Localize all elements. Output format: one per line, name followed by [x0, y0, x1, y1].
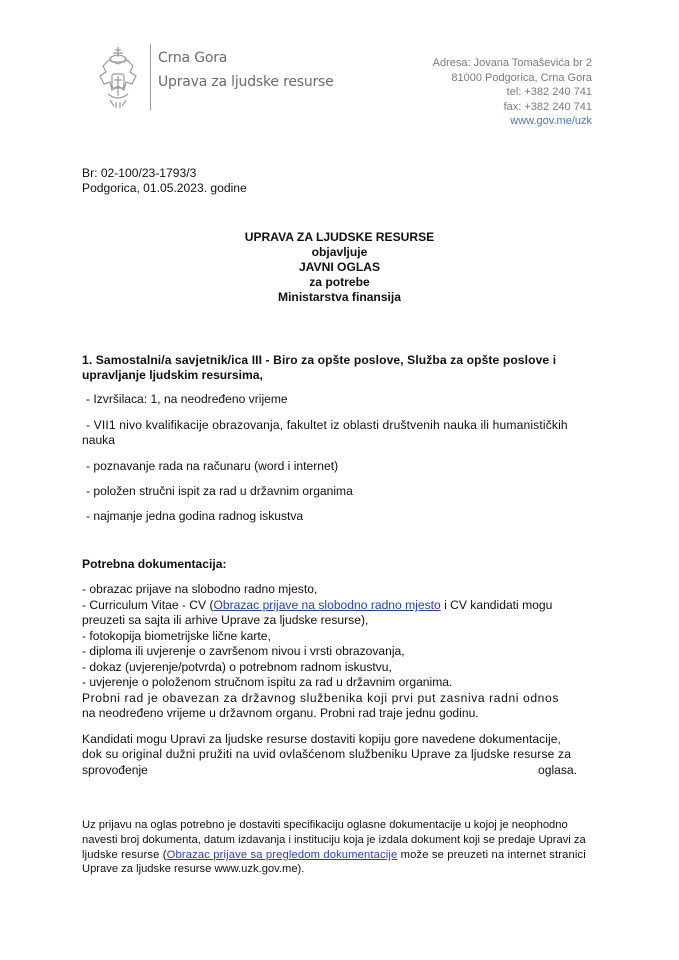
phone: tel: +382 240 741 — [506, 86, 592, 98]
doc-item-state-exam: - uvjerenje o položenom stručnom ispitu za rad u državnim organima. — [82, 675, 453, 689]
position-heading-line2: upravljanje ljudskim resursima, — [82, 368, 263, 382]
documentation-form-link[interactable]: Obrazac prijave sa pregledom dokumentacije — [166, 849, 398, 861]
requirement-qualification-line1: - VII1 nivo kvalifikacije obrazovanja, fakultet iz oblasti društvenih nauka ili humanističkih — [86, 418, 568, 432]
footer-line4: Uprave za ljudske resurse www.uzk.gov.me). — [82, 863, 305, 875]
probation-line2: na neodređeno vrijeme u državnom organu. Probni rad traje jednu godinu. — [82, 706, 479, 720]
doc-item-cv-line2: preuzeti sa sajta ili arhive Uprave za ljudske resurse), — [82, 613, 369, 627]
footer-line3-suffix: može se preuzeti na internet stranici — [397, 849, 586, 861]
documentation-heading: Potrebna dokumentacija: — [82, 557, 227, 571]
requirement-experience: - najmanje jedna godina radnog iskustva — [86, 509, 304, 523]
footer-line2: navesti broj dokumenta, datum izdavanja i instituciju koja je izdala dokument koji se predaje Upravi za — [82, 834, 586, 846]
doc-item-application: - obrazac prijave na slobodno radno mjesto, — [82, 582, 318, 596]
title-org: UPRAVA ZA LJUDSKE RESURSE — [244, 230, 435, 244]
doc-item-diploma: - diploma ili uvjerenje o završenom nivou i vrsti obrazovanja, — [82, 644, 405, 658]
doc-item-cv — [82, 598, 552, 614]
copies-line3-end: oglasa. — [538, 763, 577, 777]
doc-item-work-experience: - dokaz (uvjerenje/potvrda) o potrebnom radnom iskustvu, — [82, 660, 392, 674]
title-ministry: Ministarstva finansija — [278, 290, 401, 304]
copies-line1: Kandidati mogu Upravi za ljudske resurse dostaviti kopiju gore navedene dokumentacije, — [82, 732, 561, 746]
requirement-state-exam: - položen stručni ispit za rad u državnim organima — [86, 484, 353, 498]
doc-item-cv-suffix: i CV kandidati mogu — [440, 598, 553, 612]
org-country: Crna Gora — [158, 50, 228, 66]
footer-line3-prefix: ljudske resurse ( — [82, 849, 167, 861]
requirement-executors: - Izvršilaca: 1, na neodređeno vrijeme — [86, 392, 288, 406]
requirement-computer-skills: - poznavanje rada na računaru (word i internet) — [86, 459, 339, 473]
title-publishes: objavljuje — [311, 245, 368, 259]
reference-date: Podgorica, 01.05.2023. godine — [82, 181, 247, 195]
footer-line1: Uz prijavu na oglas potrebno je dostaviti specifikaciju oglasne dokumentacije u kojoj je neophodno — [82, 819, 568, 831]
org-name: Uprava za ljudske resurse — [158, 74, 334, 90]
position-heading-line1: 1. Samostalni/a savjetnik/ica III - Biro za opšte poslove, Služba za opšte poslove i — [82, 353, 557, 367]
footer-line3 — [82, 848, 586, 863]
fax: fax: +382 240 741 — [503, 100, 592, 113]
address-street: Adresa: Jovana Tomaševića br 2 — [432, 57, 592, 69]
copies-line3-start: sprovođenje — [82, 763, 148, 777]
requirement-qualification-line2: nauka — [82, 433, 115, 447]
probation-line1: Probni rad je obavezan za državnog službenika koji prvi put zasniva radni odnos — [82, 691, 559, 705]
reference-number: Br: 02-100/23-1793/3 — [82, 166, 197, 180]
application-form-link[interactable]: Obrazac prijave na slobodno radno mjesto — [213, 598, 441, 612]
coat-of-arms-icon — [94, 44, 142, 110]
doc-item-id-card: - fotokopija biometrijske lične karte, — [82, 629, 271, 643]
website-link[interactable]: www.gov.me/uzk — [510, 115, 592, 127]
address-city: 81000 Podgorica, Crna Gora — [451, 71, 592, 84]
organization-name — [158, 46, 334, 94]
logo-divider — [150, 44, 151, 110]
contact-block — [433, 56, 592, 129]
title-public-notice: JAVNI OGLAS — [298, 260, 381, 274]
copies-line2: dok su original dužni pružiti na uvid ovlašćenom službeniku Uprave za ljudske resurse za — [82, 747, 572, 761]
title-for-needs: za potrebe — [309, 275, 370, 289]
doc-item-cv-prefix: - Curriculum Vitae - CV ( — [82, 598, 214, 612]
